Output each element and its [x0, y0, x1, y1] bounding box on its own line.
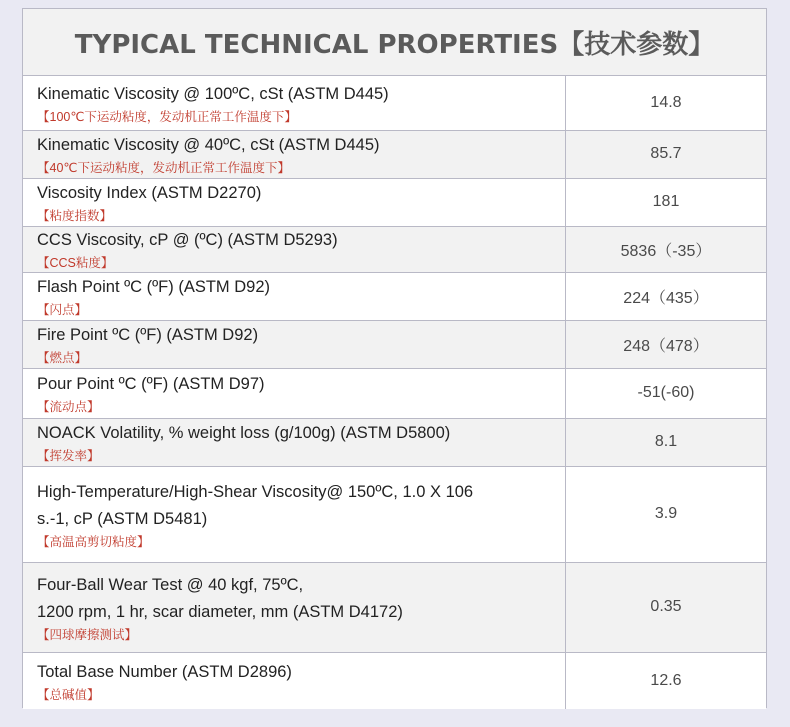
- property-name-cn: 【流动点】: [37, 400, 100, 414]
- property-name-cn: 【粘度指数】: [37, 209, 113, 223]
- property-label-cell: [23, 368, 566, 418]
- table-row: [23, 76, 766, 130]
- property-label-cell: [23, 76, 566, 130]
- property-value: 8.1: [566, 418, 767, 466]
- property-label-cell: [23, 130, 566, 178]
- property-value: 0.35: [566, 562, 767, 652]
- property-name-cn: 【挥发率】: [37, 449, 100, 463]
- property-name: Viscosity Index (ASTM D2270): [37, 184, 262, 202]
- property-label-cell: [23, 562, 566, 652]
- table-row: [23, 562, 766, 652]
- property-label-cell: [23, 320, 566, 368]
- property-name: Fire Point ºC (ºF) (ASTM D92): [37, 326, 259, 344]
- table-row: [23, 368, 766, 418]
- properties-table-frame: [22, 8, 767, 708]
- property-name: Four-Ball Wear Test @ 40 kgf, 75ºC, 1200 rpm, 1 hr, scar diameter, mm (ASTM D4172): [37, 575, 403, 621]
- property-name: NOACK Volatility, % weight loss (g/100g) (ASTM D5800): [37, 424, 451, 442]
- property-label-cell: [23, 226, 566, 272]
- property-name-cn: 【四球摩擦测试】: [37, 627, 138, 642]
- property-name-cn: 【总碱值】: [37, 687, 100, 702]
- property-value: 248（478）: [566, 320, 767, 368]
- property-name: Total Base Number (ASTM D2896): [37, 662, 292, 681]
- table-row: [23, 466, 766, 562]
- table-row: [23, 418, 766, 466]
- property-label-cell: [23, 418, 566, 466]
- table-header: [23, 9, 766, 76]
- table-row: [23, 652, 766, 709]
- property-name: High-Temperature/High-Shear Viscosity@ 150ºC, 1.0 X 106 s.-1, cP (ASTM D5481): [37, 482, 474, 528]
- table-title: TYPICAL TECHNICAL PROPERTIES【技术参数】: [74, 29, 715, 60]
- property-value: 85.7: [566, 130, 767, 178]
- property-value: 181: [566, 178, 767, 226]
- property-label-cell: [23, 178, 566, 226]
- property-value: 5836（-35）: [566, 226, 767, 272]
- property-name-cn: 【闪点】: [37, 303, 88, 317]
- property-label-cell: [23, 272, 566, 320]
- property-name: CCS Viscosity, cP @ (ºC) (ASTM D5293): [37, 231, 338, 249]
- property-name: Kinematic Viscosity @ 100ºC, cSt (ASTM D445): [37, 84, 389, 103]
- property-value: 3.9: [566, 466, 767, 562]
- table-row: [23, 178, 766, 226]
- property-name: Pour Point ºC (ºF) (ASTM D97): [37, 375, 265, 393]
- property-label-cell: [23, 652, 566, 709]
- table-row: [23, 320, 766, 368]
- property-value: 224（435）: [566, 272, 767, 320]
- property-name-cn: 【CCS粘度】: [37, 256, 114, 270]
- property-name-cn: 【高温高剪切粘度】: [37, 534, 150, 549]
- property-value: 12.6: [566, 652, 767, 709]
- property-label-cell: [23, 466, 566, 562]
- table-row: [23, 226, 766, 272]
- table-row: [23, 130, 766, 178]
- property-value: 14.8: [566, 76, 767, 130]
- property-name: Flash Point ºC (ºF) (ASTM D92): [37, 278, 271, 296]
- property-value: -51(-60): [566, 368, 767, 418]
- properties-table: [23, 76, 766, 709]
- property-name-cn: 【40℃下运动粘度，发动机正常工作温度下】: [37, 161, 290, 175]
- property-name-cn: 【100℃下运动粘度，发动机正常工作温度下】: [37, 109, 297, 124]
- property-name-cn: 【燃点】: [37, 351, 88, 365]
- table-row: [23, 272, 766, 320]
- property-name: Kinematic Viscosity @ 40ºC, cSt (ASTM D445): [37, 136, 380, 154]
